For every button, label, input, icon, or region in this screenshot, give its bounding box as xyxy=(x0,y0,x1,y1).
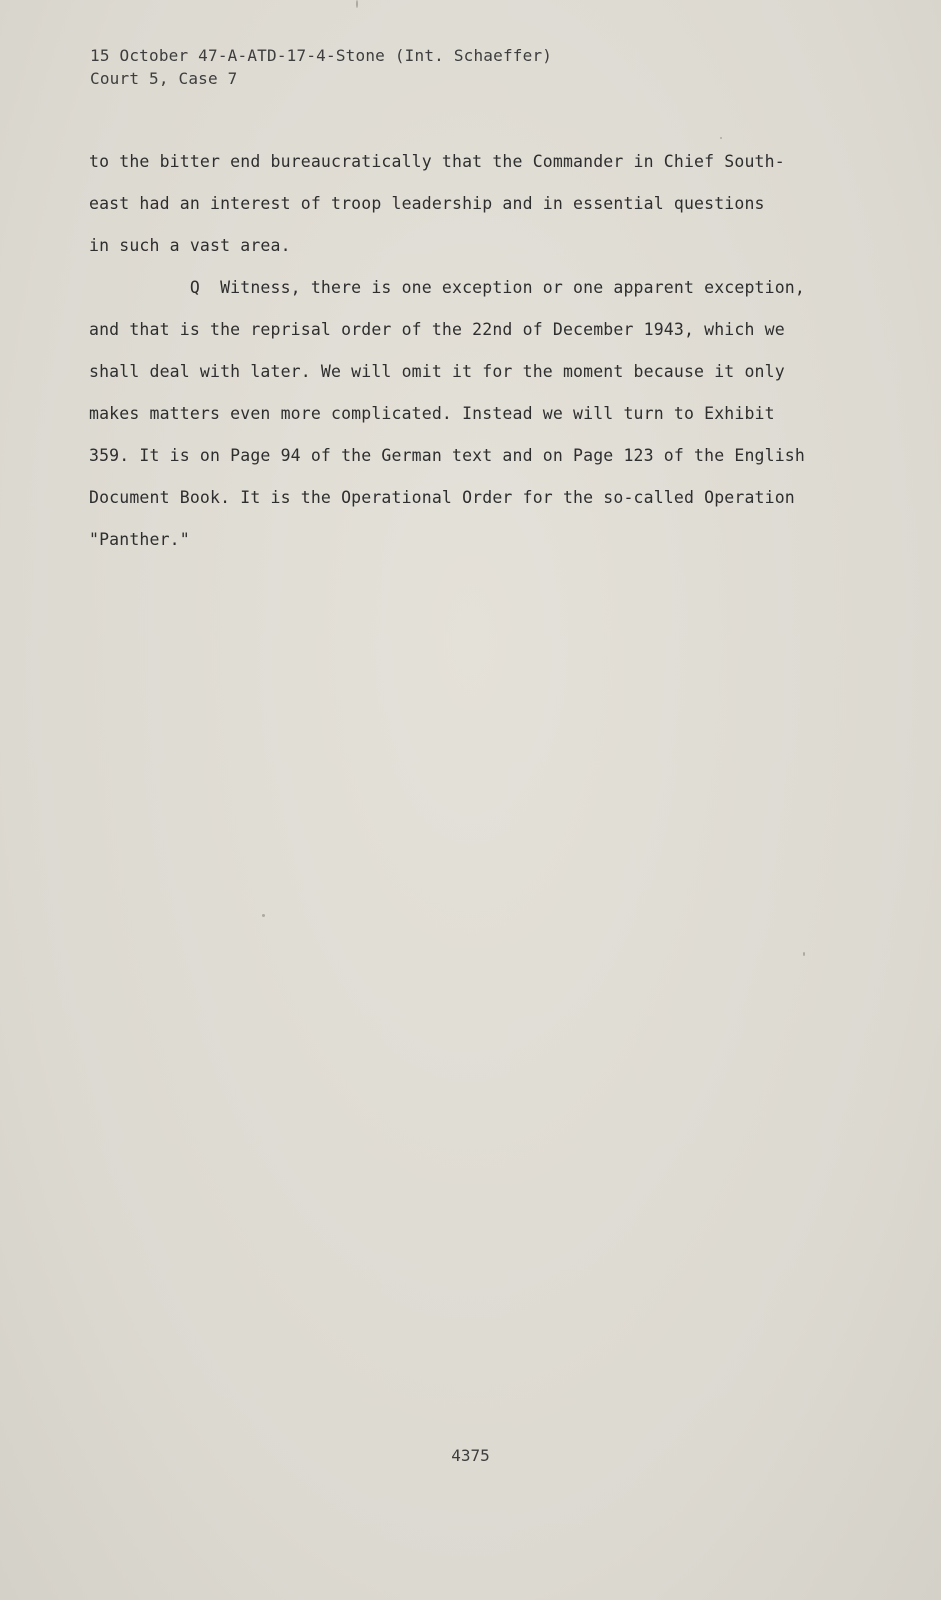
paper-speck xyxy=(262,914,265,917)
transcript-line: 359. It is on Page 94 of the German text and on Page 123 of the English xyxy=(89,446,805,465)
transcript-line: Document Book. It is the Operational Order for the so-called Operation xyxy=(89,488,795,507)
paper-speck xyxy=(803,952,805,956)
transcript-line: makes matters even more complicated. Instead we will turn to Exhibit xyxy=(89,404,775,423)
transcript-line: "Panther." xyxy=(89,530,190,549)
document-header xyxy=(90,44,552,90)
transcript-line: shall deal with later. We will omit it for the moment because it only xyxy=(89,362,785,381)
header-line-date-reference: 15 October 47-A-ATD-17-4-Stone (Int. Schaeffer) xyxy=(90,46,553,65)
transcript-line: east had an interest of troop leadership and in essential questions xyxy=(89,194,765,213)
transcript-body xyxy=(89,150,869,570)
transcript-line: in such a vast area. xyxy=(89,236,291,255)
transcript-line: Q Witness, there is one exception or one apparent exception, xyxy=(89,278,805,297)
header-line-court-case: Court 5, Case 7 xyxy=(90,69,238,88)
page-number: 4375 xyxy=(451,1446,490,1465)
transcript-line: and that is the reprisal order of the 22nd of December 1943, which we xyxy=(89,320,785,339)
paper-speck xyxy=(720,137,722,139)
paper-speck xyxy=(356,0,358,8)
transcript-line: to the bitter end bureaucratically that the Commander in Chief South- xyxy=(89,152,785,171)
